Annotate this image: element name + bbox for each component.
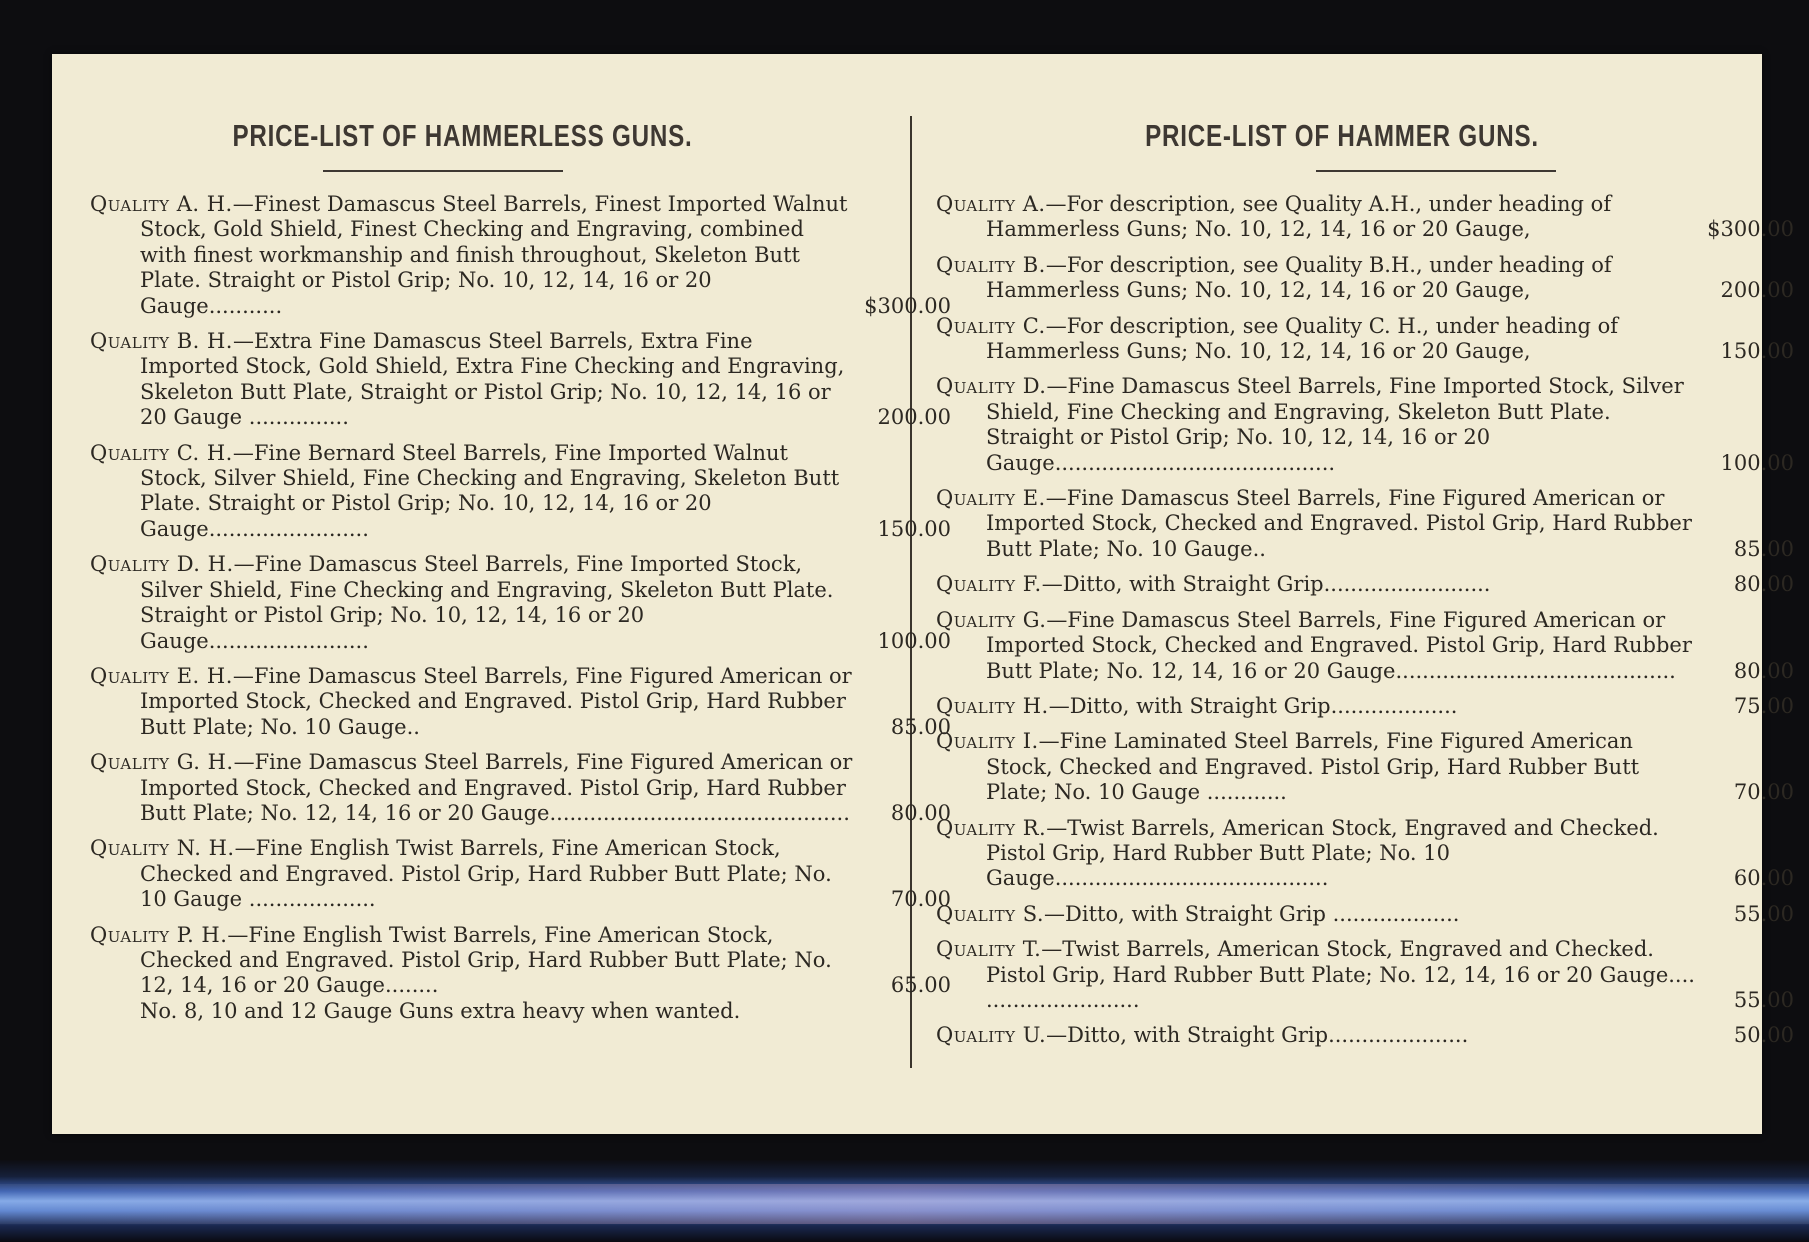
price: 55.00 [1733,901,1794,926]
quality-label: Quality S. [936,901,1045,926]
price: 55.00 [1733,987,1794,1012]
hammerless-list [90,192,951,1024]
list-item [936,693,1794,719]
quality-description: —Ditto, with Straight Grip..................... [1046,1023,1469,1048]
quality-label: Quality T. [936,937,1042,962]
quality-description: —Fine English Twist Barrels, Fine American Stock, Checked and Engraved. Pistol Grip, Hard Rubber Butt Plate; No. 10 Gauge ................... [140,836,832,912]
list-item [936,572,1794,597]
quality-label: Quality H. [936,693,1049,718]
quality-label: Quality G. [936,607,1047,632]
list-item [936,374,1794,476]
price: 100.00 [1720,450,1794,475]
quality-description: —Twist Barrels, American Stock, Engraved and Checked. Pistol Grip, Hard Rubber Butt Plate; No. 12, 14, 16 or 20 Gauge.... ....................... [986,937,1695,1012]
quality-description: —Fine Damascus Steel Barrels, Fine Imported Stock, Silver Shield, Fine Checking and Engraving, Skeleton Butt Plate. Straight or Pistol Grip; No. 10, 12, 14, 16 or 20 Gauge........................ [140,552,834,653]
scanner-edge [0,1160,1809,1242]
price: 100.00 [877,628,951,653]
quality-label: Quality B. H. [90,329,233,354]
hammer-column [936,54,1794,1059]
quality-description: —Twist Barrels, American Stock, Engraved and Checked. Pistol Grip, Hard Rubber Butt Plate; No. 10 Gauge......................................... [986,815,1659,891]
price: 60.00 [1733,866,1794,891]
quality-description: —Ditto, with Straight Grip................... [1048,693,1458,718]
quality-label: Quality A. [936,192,1046,216]
price: 80.00 [1733,658,1794,683]
quality-description: —Extra Fine Damascus Steel Barrels, Extra Fine Imported Stock, Gold Shield, Extra Fine Checking and Engraving, Skeleton Butt Plate, Straight or Pistol Grip; No. 10, 12, 14, 16 or 20 Gauge ............... [140,329,845,430]
quality-description: —Fine Damascus Steel Barrels, Fine Imported Stock, Silver Shield, Fine Checking and Engraving, Skeleton Butt Plate. Straight or Pistol Grip; No. 10, 12, 14, 16 or 20 Gauge.......................................... [986,374,1684,475]
hammerless-column [90,54,951,1024]
price: 50.00 [1733,1023,1794,1048]
list-item [90,192,951,319]
quality-label: Quality C. H. [90,440,233,465]
list-item [936,486,1794,562]
list-item [936,313,1794,365]
quality-description: —For description, see Quality C. H., under heading of Hammerless Guns; No. 10, 12, 14, 16 or 20 Gauge, [986,313,1619,364]
price: $300.00 [864,293,951,318]
price: 70.00 [1733,780,1794,805]
hammer-title: PRICE-LIST OF HAMMER GUNS. [1145,118,1539,153]
hammer-list [936,192,1794,1049]
list-item [90,750,951,826]
quality-description: —Fine Bernard Steel Barrels, Fine Imported Walnut Stock, Silver Shield, Fine Checking and Engraving, Skeleton Butt Plate. Straight or Pistol Grip; No. 10, 12, 14, 16 or 20 Gauge........................ [140,440,840,541]
quality-label: Quality D. H. [90,552,234,577]
list-item [90,663,951,740]
list-item [936,1023,1794,1048]
gauge-note: No. 8, 10 and 12 Gauge Guns extra heavy when wanted. [140,998,741,1023]
price: 75.00 [1733,693,1794,718]
list-item [936,607,1794,684]
title-rule [323,170,563,172]
quality-label: Quality G. H. [90,750,234,775]
list-item [90,836,951,912]
quality-label: Quality C. [936,313,1046,338]
quality-description: —Fine Damascus Steel Barrels, Fine Figured American or Imported Stock, Checked and Engraved. Pistol Grip, Hard Rubber Butt Plate; No. 10 Gauge.. [140,663,852,739]
price: 200.00 [877,405,951,430]
list-item [90,552,951,654]
list-item [936,192,1794,243]
quality-label: Quality A. H. [90,192,233,216]
quality-description: —Ditto, with Straight Grip......................... [1041,572,1491,597]
hammerless-title: PRICE-LIST OF HAMMERLESS GUNS. [232,118,693,153]
list-item [936,815,1794,892]
price: 150.00 [877,516,951,541]
quality-label: Quality N. H. [90,836,235,861]
price: 65.00 [890,973,951,998]
quality-description: —Fine Damascus Steel Barrels, Fine Figured American or Imported Stock, Checked and Engraved. Pistol Grip, Hard Rubber Butt Plate; No. 12, 14, 16 or 20 Gauge............................................. [140,750,853,825]
price: 85.00 [890,714,951,739]
list-item [936,252,1794,304]
list-item [90,329,951,431]
quality-label: Quality I. [936,729,1039,754]
list-item [936,937,1794,1013]
quality-description: —For description, see Quality A.H., under heading of Hammerless Guns; No. 10, 12, 14, 16 or 20 Gauge, [986,192,1612,242]
price: 150.00 [1720,339,1794,364]
price: 85.00 [1733,536,1794,561]
quality-description: —Fine Damascus Steel Barrels, Fine Figured American or Imported Stock, Checked and Engraved. Pistol Grip, Hard Rubber Butt Plate; No. 10 Gauge.. [986,486,1692,561]
quality-label: Quality F. [936,572,1042,597]
quality-label: Quality E. [936,486,1046,511]
price: 200.00 [1720,278,1794,303]
quality-description: —Fine English Twist Barrels, Fine American Stock, Checked and Engraved. Pistol Grip, Hard Rubber Butt Plate; No. 12, 14, 16 or 20 Gauge........ [140,922,832,998]
quality-label: Quality U. [936,1023,1047,1048]
price: $300.00 [1707,217,1794,242]
quality-label: Quality B. [936,252,1046,277]
price: 80.00 [1733,572,1794,597]
price-list-card [52,54,1794,1134]
price: 80.00 [890,800,951,825]
quality-description: —Fine Damascus Steel Barrels, Fine Figured American or Imported Stock, Checked and Engraved. Pistol Grip, Hard Rubber Butt Plate; No. 12, 14, 16 or 20 Gauge.......................................... [986,607,1692,683]
list-item [936,729,1794,805]
quality-label: Quality P. H. [90,922,228,947]
quality-description: —Fine Laminated Steel Barrels, Fine Figured American Stock, Checked and Engraved. Pistol Grip, Hard Rubber Butt Plate; No. 10 Gauge ............ [986,729,1640,805]
price: 70.00 [890,887,951,912]
list-item [936,901,1794,927]
list-item [90,440,951,543]
quality-label: Quality D. [936,374,1047,399]
title-rule [1316,170,1556,172]
list-item [90,922,951,999]
quality-description: —Finest Damascus Steel Barrels, Finest Imported Walnut Stock, Gold Shield, Finest Checking and Engraving, combined with finest workmanship and finish throughout, Skeleton Butt Plate. Straight or Pistol Grip; No. 10, 12, 14, 16 or 20 Gauge........... [140,192,848,318]
quality-label: Quality R. [936,815,1047,840]
quality-description: —Ditto, with Straight Grip ................... [1044,901,1460,926]
quality-description: —For description, see Quality B.H., under heading of Hammerless Guns; No. 10, 12, 14, 16 or 20 Gauge, [986,252,1612,303]
quality-label: Quality E. H. [90,663,233,688]
